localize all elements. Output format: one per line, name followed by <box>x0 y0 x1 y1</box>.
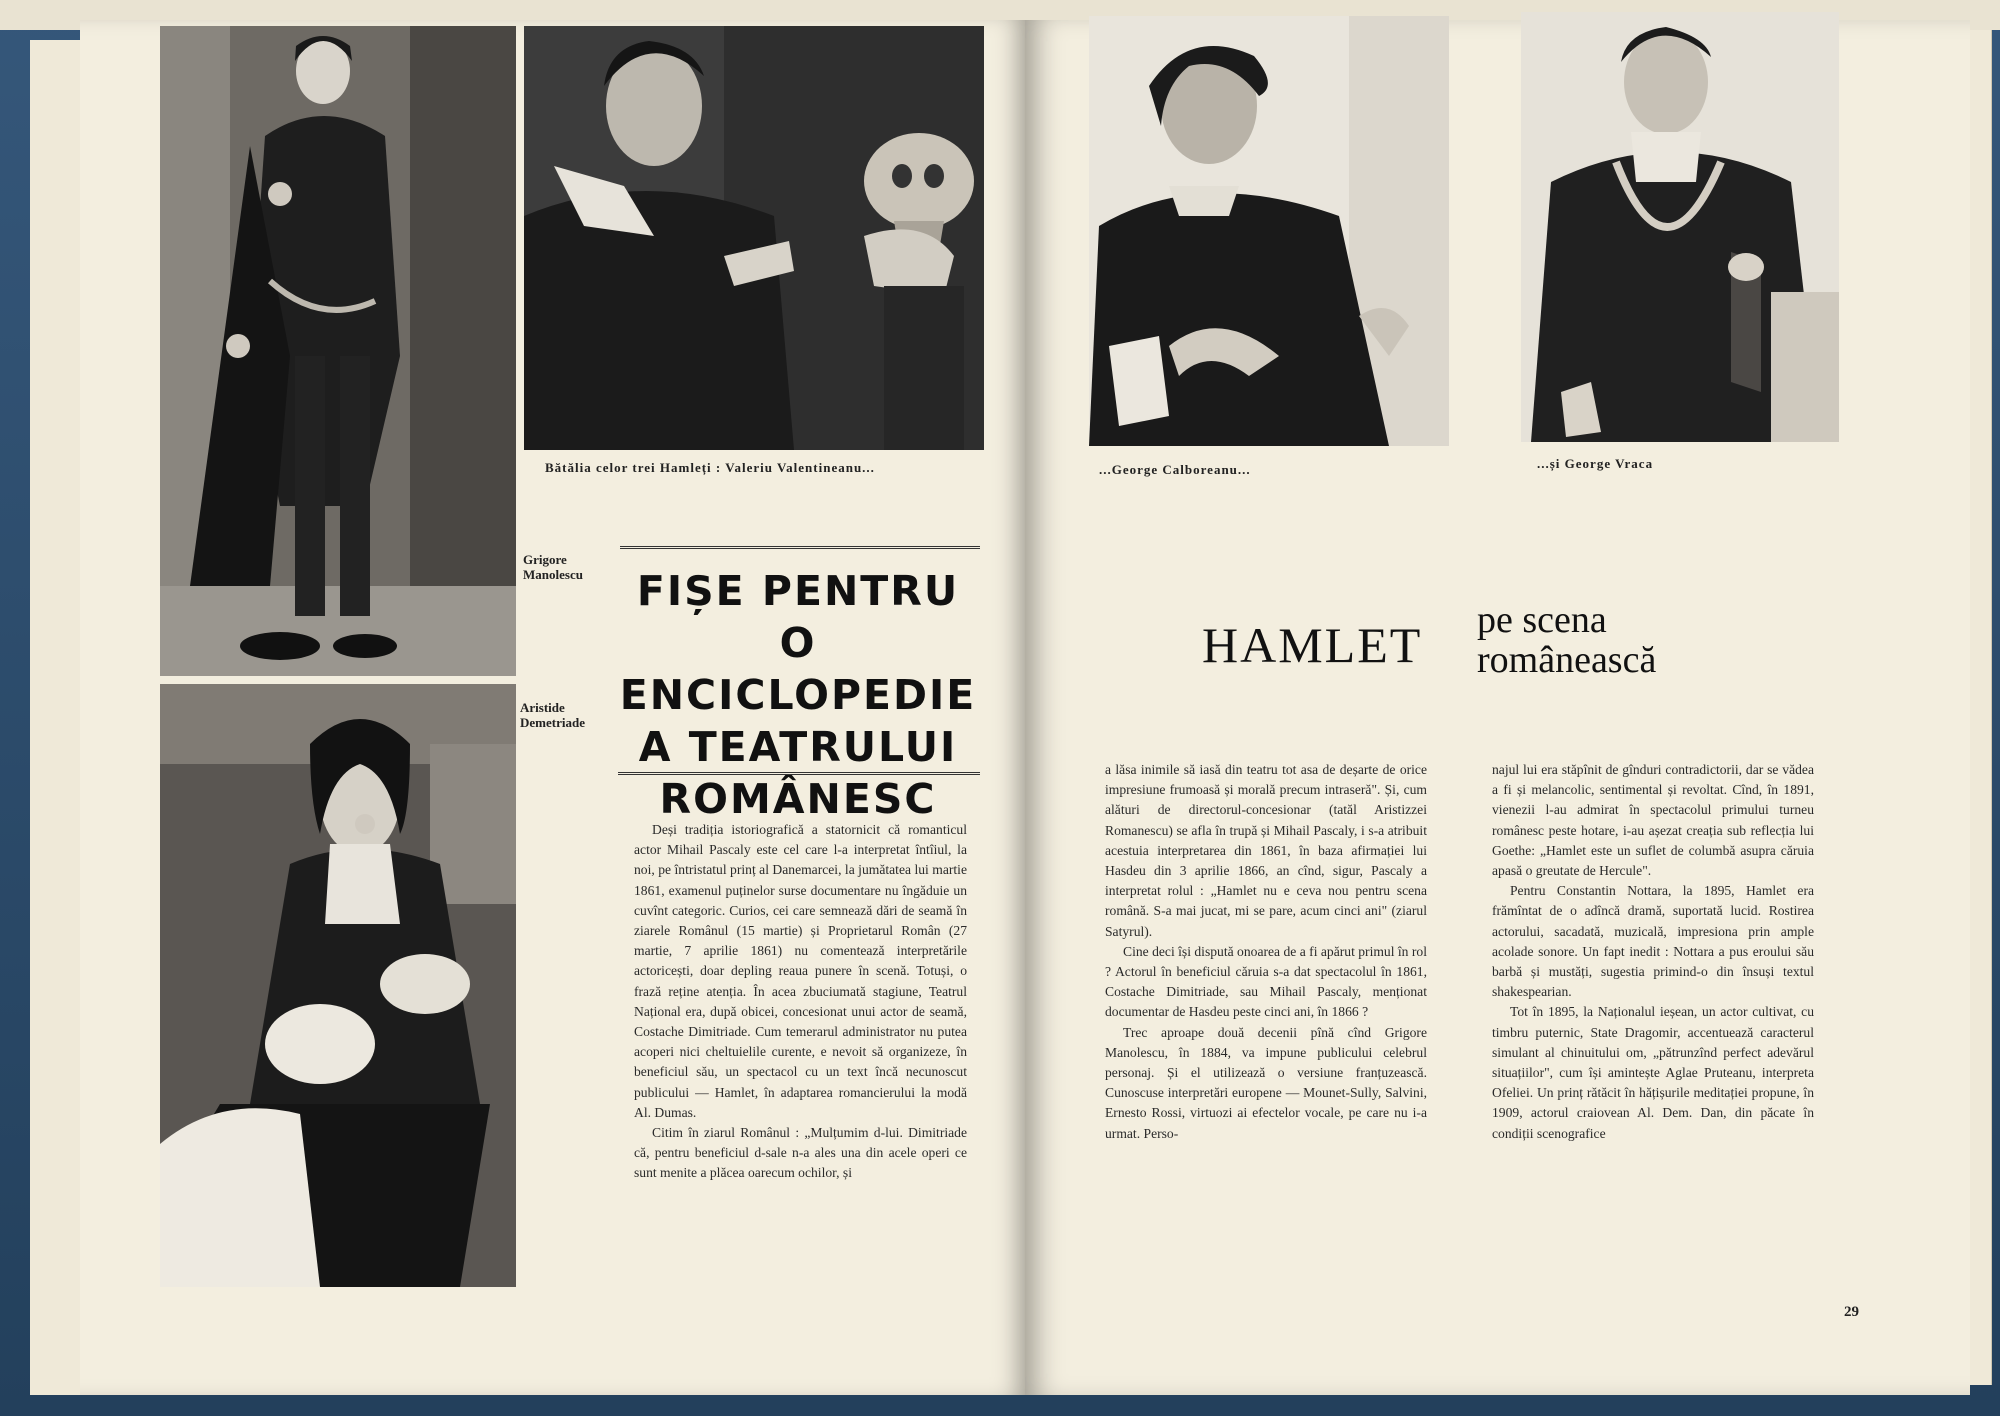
caption-grigore-line2: Manolescu <box>523 567 583 582</box>
photo-valeriu-valentineanu <box>524 26 984 450</box>
article-col2-paragraph: Trec aproape două decenii pînă cînd Grigore Manolescu, în 1884, va impune publicului celebrul personaj. Și el utilizează o versiune franțuzească. Cunoscuse interpretări europene — Mounet-Sully, Salvini, Ernesto Rossi, virtuozi ai efectelor vocale, pe care nu i-a urmat. Perso- <box>1105 1024 1427 1141</box>
article-col3-paragraph: najul lui era stăpînit de gînduri contradictorii, dar se vădea a fi și melancolic, sentimental și revoltat. Cînd, în 1891, vienezii l-au admirat în spectacolul primului turneu românesc peste hotare, i-au așezat creația sub reflecția lui Goethe: „Hamlet este un suflet de columbă asupra căruia apasă o greutate de Hercule". <box>1492 762 1814 879</box>
article-subtitle <box>1477 600 1656 680</box>
subtitle-line2: românească <box>1477 639 1657 681</box>
right-page <box>1025 20 1970 1395</box>
article-col2-paragraph: a lăsa inimile să iasă din teatru tot asa de deșarte de orice impresiune frumoasă și morală precum intraseră". Și, cum alături de directorul-concesionar (tatăl Aristizzei Romanescu) se afla în trupă și Mihail Pascaly, i s-a atribuit acestuia interpretarea din 1861, în baza afirmației lui Hasdeu din 3 aprilie 1866, an cînd, sigur, Pascaly a interpretat rolul : „Hamlet nu e ceva nou pentru scena română. S-a mai jucat, mi se pare, acum cinci ani" (ziarul Satyrul). <box>1105 762 1427 939</box>
caption-george-vraca: ...și George Vraca <box>1537 456 1654 471</box>
article-col3-paragraph: Tot în 1895, la Naționalul ieșean, un actor cultivat, cu timbru puternic, State Dragomir, accentuează caracterul simulant al chinuitului om, „pătrunzînd perfect adevărul situațiilor", cum își amintește Aglae Pruteanu, interpreta Ofeliei. Un prinț rătăcit în hățișurile meditației propune, în 1909, actorul craiovean Al. Dem. Dan, din păcate în condiții scenografice <box>1492 1004 1814 1141</box>
headline-rule-top <box>620 546 980 549</box>
article-title: HAMLET <box>1202 617 1423 673</box>
article-col2-paragraph: Cine deci își dispută onoarea de a fi apărut primul în rol ? Actorul în beneficiul căruia s-a dat spectacolul în 1861, Costache Dimitriade, sau Mihail Pascaly, menționat documentar de Hasdeu peste cinci ani, în 1866 ? <box>1105 943 1427 1020</box>
caption-aristide-line1: Aristide <box>520 700 565 715</box>
article-column-1 <box>634 820 967 1290</box>
subtitle-line1: pe scena <box>1477 599 1607 641</box>
headline-line1: FIȘE PENTRU <box>636 567 960 615</box>
headline-line2: O ENCICLOPEDIE <box>619 619 977 719</box>
article-column-3 <box>1492 760 1814 1280</box>
caption-grigore-manolescu <box>523 552 583 582</box>
caption-grigore-line1: Grigore <box>523 552 567 567</box>
article-col1-paragraph: Citim în ziarul Românul : „Mulțumim d-lui. Dimitriade că, pentru beneficiul d-sale n-a ales una din acele operi ce sunt menite a plăcea oarecum ochilor, și <box>634 1125 967 1181</box>
photo-george-calboreanu <box>1089 16 1449 446</box>
article-column-2 <box>1105 760 1427 1305</box>
headline-line4: ROMÂNESC <box>659 775 937 823</box>
headline-line3: A TEATRULUI <box>638 723 958 771</box>
headline <box>618 565 978 825</box>
caption-george-calboreanu: ...George Calboreanu... <box>1099 462 1251 477</box>
photo-george-vraca <box>1521 12 1839 442</box>
caption-valeriu-valentineanu: Bătălia celor trei Hamleți : Valeriu Valentineanu... <box>545 460 875 475</box>
caption-aristide-line2: Demetriade <box>520 715 585 730</box>
headline-rule-bottom <box>618 772 980 775</box>
article-col3-paragraph: Pentru Constantin Nottara, la 1895, Hamlet era frămîntat de o adîncă dramă, suportată lucid. Rostirea actorului, sacadată, muzicală, impresiona prin ample acolade sonore. Un fapt inedit : Nottara a pus eroului său barbă și mustăți, sugestia primind-o din însuși textul shakespearian. <box>1492 883 1814 1000</box>
article-col1-paragraph: Deși tradiția istoriografică a statornicit că romanticul actor Mihail Pascaly este cel care l-a interpretat întîiul, la noi, pe întristatul prinț al Danemarcei, la jumătatea lui martie 1861, examenul puținelor surse documentare nu îngăduie un cuvînt categoric. Curios, cei care semnează dări de seamă în ziarele Românul (15 martie) și Proprietarul Român (27 martie, 7 aprilie 1861) nu comentează interpretările actoricești, doar depling reaua punere în scenă. Totuși, o frază reține atenția. În acea zbuciumată stagiune, Teatrul Național era, după obicei, concesionat unui actor de seamă, Costache Dimitriade. Cum temerarul administrator nu putea acoperi nici cheltuielile curente, e nevoit să organizeze, în beneficiul său, un spectacol cu un text încă necunoscut publicului — Hamlet, în adaptarea romancierului la modă Al. Dumas. <box>634 822 967 1120</box>
right-page-edges <box>1968 30 1992 1385</box>
caption-aristide-demetriade <box>520 700 585 730</box>
left-page-edges <box>30 40 83 1395</box>
left-page <box>80 20 1025 1395</box>
photo-aristide-demetriade <box>160 684 516 1287</box>
page-number: 29 <box>1844 1304 1859 1320</box>
photo-grigore-manolescu <box>160 26 516 676</box>
